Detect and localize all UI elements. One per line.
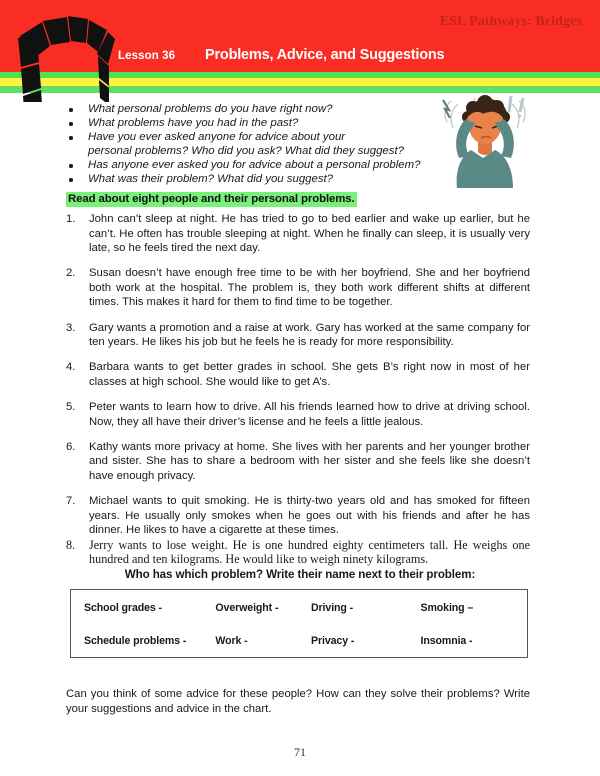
stories-list	[66, 212, 530, 577]
story-text: John can’t sleep at night. He has tried to go to bed earlier and wake up earlier, but he can’t. He often has trouble sleeping at night. When he finally can sleep, it is usually very late, so he feels tired the next day.	[89, 213, 530, 255]
answer-cell-driving[interactable]: Driving -	[310, 602, 354, 614]
section-heading: Read about eight people and their personal problems.	[68, 193, 355, 205]
bullet-icon	[69, 122, 73, 126]
answer-cell-privacy[interactable]: Privacy -	[310, 635, 355, 647]
bullet-icon	[69, 108, 73, 112]
story-text: Jerry wants to lose weight. He is one hundred eighty centimeters tall. He weighs one hundred and ten kilograms. He would like to weigh ninety kilograms.	[89, 537, 530, 567]
bridge-arch-icon	[12, 12, 118, 102]
answer-cell-school-grades[interactable]: School grades -	[84, 602, 162, 614]
story-text: Peter wants to learn how to drive. All his friends learned how to drive at driving school. Now, they all have their driver’s license and he feels a little jealous.	[89, 400, 530, 428]
list-item-label: What personal problems do you have right now?	[88, 103, 333, 115]
answer-cell-overweight[interactable]: Overweight -	[215, 602, 279, 614]
story-text: Gary wants a promotion and a raise at work. Gary has worked at the same company for ten years. He likes his job but he feels he is ready for more responsibility.	[89, 321, 530, 349]
list-item	[62, 131, 442, 158]
intro-question-list	[62, 103, 442, 188]
bullet-icon	[69, 136, 73, 140]
story-item-3	[66, 321, 530, 350]
story-item-6	[66, 440, 530, 484]
answer-cell-smoking[interactable]: Smoking –	[420, 602, 474, 614]
answer-table-caption: Who has which problem? Write their name next to their problem:	[124, 568, 476, 581]
story-number: 6.	[66, 440, 76, 453]
brand-title: ESL Pathways: Bridges	[439, 13, 582, 28]
lesson-number-label: Lesson 36	[118, 50, 176, 62]
list-item	[62, 173, 442, 187]
list-item-label: What was their problem? What did you suggest?	[88, 173, 334, 186]
list-item-label: Have you ever asked anyone for advice about your	[88, 131, 346, 144]
story-item-8	[66, 538, 530, 567]
story-number: 8.	[66, 537, 76, 552]
answer-cell-schedule-problems[interactable]: Schedule problems -	[84, 635, 187, 647]
story-item-7	[66, 494, 530, 538]
list-item-label-continued: personal problems? Who did you ask? What did they suggest?	[88, 144, 404, 157]
story-item-2	[66, 266, 530, 310]
list-item-label: What problems have you had in the past?	[88, 117, 299, 130]
story-text: Susan doesn’t have enough free time to be with her boyfriend. She and her boyfriend both work at the hospital. The problem is, they both work different shifts at different times. This makes it hard for them to find time to be together.	[89, 267, 530, 309]
page-title: Problems, Advice, and Suggestions	[205, 47, 445, 63]
story-text: Michael wants to quit smoking. He is thirty-two years old and has smoked for fifteen years. He usually only smokes when he goes out with his friends and after he has dinner. He likes to have a cigarette at these times.	[89, 494, 530, 537]
story-number: 7.	[66, 494, 76, 507]
story-number: 1.	[66, 213, 76, 225]
story-number: 4.	[66, 361, 76, 374]
answer-table[interactable]	[70, 589, 528, 658]
stressed-person-icon	[437, 92, 549, 190]
table-row	[71, 602, 527, 614]
story-number: 2.	[66, 267, 76, 280]
bullet-icon	[69, 164, 73, 168]
table-row	[71, 635, 527, 647]
story-text: Barbara wants to get better grades in school. She gets B’s right now in most of her classes at high school. She would like to get A’s.	[89, 361, 530, 388]
story-item-1	[66, 212, 530, 256]
answer-cell-work[interactable]: Work -	[215, 635, 248, 647]
list-item	[62, 159, 442, 173]
story-item-5	[66, 400, 530, 429]
answer-cell-insomnia[interactable]: Insomnia -	[420, 635, 473, 647]
list-item	[62, 103, 442, 117]
story-number: 3.	[66, 321, 76, 334]
list-item	[62, 117, 442, 131]
closing-paragraph: Can you think of some advice for these people? How can they solve their problems? Write your suggestions and advice in the chart.	[66, 688, 530, 715]
page-number: 71	[294, 745, 306, 759]
story-text: Kathy wants more privacy at home. She lives with her parents and her younger brother and sister. She has to share a bedroom with her sister and she feels like she doesn’t have enough privacy.	[89, 440, 530, 482]
story-item-4	[66, 360, 530, 389]
bullet-icon	[69, 178, 73, 182]
list-item-label: Has anyone ever asked you for advice about a personal problem?	[88, 159, 421, 172]
story-number: 5.	[66, 400, 76, 413]
